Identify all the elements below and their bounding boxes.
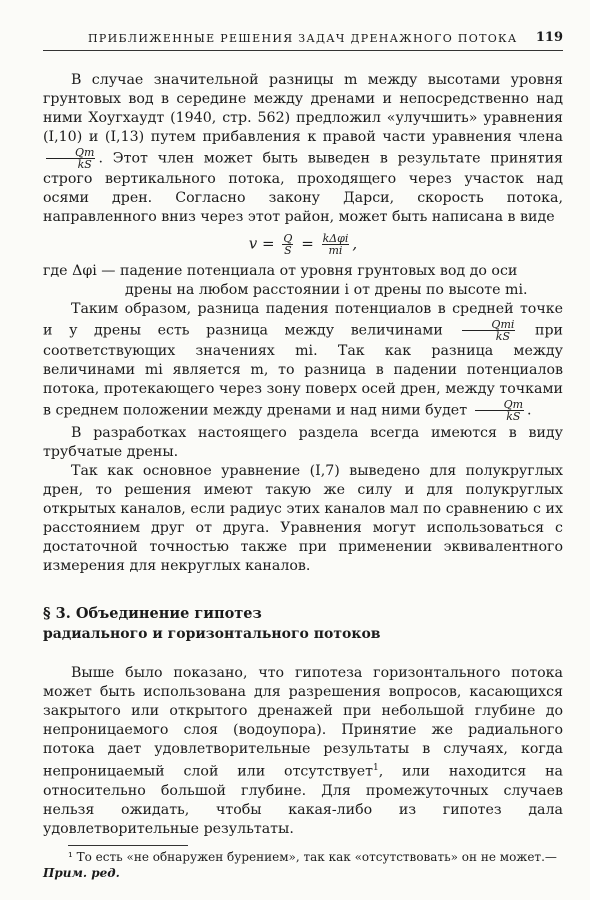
paragraph-1-text-b: . Этот член может быть выведен в результате принятия строго вертикального потока, проходящего через участок над осями дрен. Согласно закону Дарси, скорость потока, направленного вниз через этот район, может быть написана в виде [43,150,563,225]
paragraph-1 [43,71,563,227]
paragraph-3: В разработках настоящего раздела всегда имеются в виду трубчатые дрены. [43,425,563,460]
definition-line-2: дрены на любом расстоянии i от дрены по высоте mi. [125,282,528,298]
fraction-qm-ks: $\frac{Qm}{kS}$ [46,147,95,170]
paragraph-4: Так как основное уравнение (I,7) выведено для полукруглых дрен, то решения имеют такую же силу и для полукруглых открытых каналов, если радиус этих каналов мал по сравнению с их расстоянием друг от друга. Уравнения могут использоваться с достаточной точностью также при применении эквивалентного измерения для некруглых каналов. [43,463,563,574]
page-number: 119 [535,30,563,45]
running-header [43,30,563,51]
paragraph-2: Таким образом, разница падения потенциалов в средней точке и у дрены есть разница между величинами $\frac{\text{Qmi}}{kS}$ при соответствующих значениях mi. Так как разница между величинами mi является m, то разница в падении потенциалов потока, протекающего через зону поверх осей дрен, между точками в среднем положении между дренами и над ними будет $\frac{Qm}{kS}$ . [43,301,564,423]
paragraph-1-text-a: В случае значительной разницы m между высотами уровня грунтовых вод в середине между дренами и непосредственно над ними Хоугхаудт (1940, стр. 562) предложил «улучшить» уравнения (I,10) и (I,13) путем прибавления к правой части уравнения члена [43,72,563,145]
definition-line-1: где Δφi — падение потенциала от уровня грунтовых вод до оси [43,263,518,279]
fraction-qmi-ks: $\frac{\text{Qmi}}{kS}$ [462,319,515,342]
definition [43,262,563,300]
paragraph-5: Выше было показано, что гипотеза горизонтального потока может быть использована для разрешения вопросов, касающихся закрытого или открытого дренажей при небольшой глубине до непроницаемого слоя (водоупора). Принятие же радиального потока дает удовлетворительные результаты в случаях, когда непроницаемый слой или отсутствует$^1$, или находится на относительно большой глубине. Для промежуточных случаев нельзя ожидать, чтобы какая-либо из гипотез дала удовлетворительные результаты. [43,665,563,837]
header-title: ПРИБЛИЖЕННЫЕ РЕШЕНИЯ ЗАДАЧ ДРЕНАЖНОГО ПОТОКА [88,32,518,45]
section-heading: § 3. Объединение гипотез [43,605,262,622]
darcy-formula: v = $\frac{Q}{S}$ = $\frac{\text{kΔφi}}{mi}$ , [248,232,358,257]
section-subheading: радиального и горизонтального потоков [43,626,381,642]
page [43,30,563,881]
footnote-divider [68,845,188,846]
fraction-qm-ks-2: $\frac{Qm}{kS}$ [475,399,524,422]
footnote-marker: 1 [372,763,379,773]
footnote: ¹ То есть «не обнаружен бурением», так как «отсутствовать» он не может.— Прим. ред. [43,849,557,880]
